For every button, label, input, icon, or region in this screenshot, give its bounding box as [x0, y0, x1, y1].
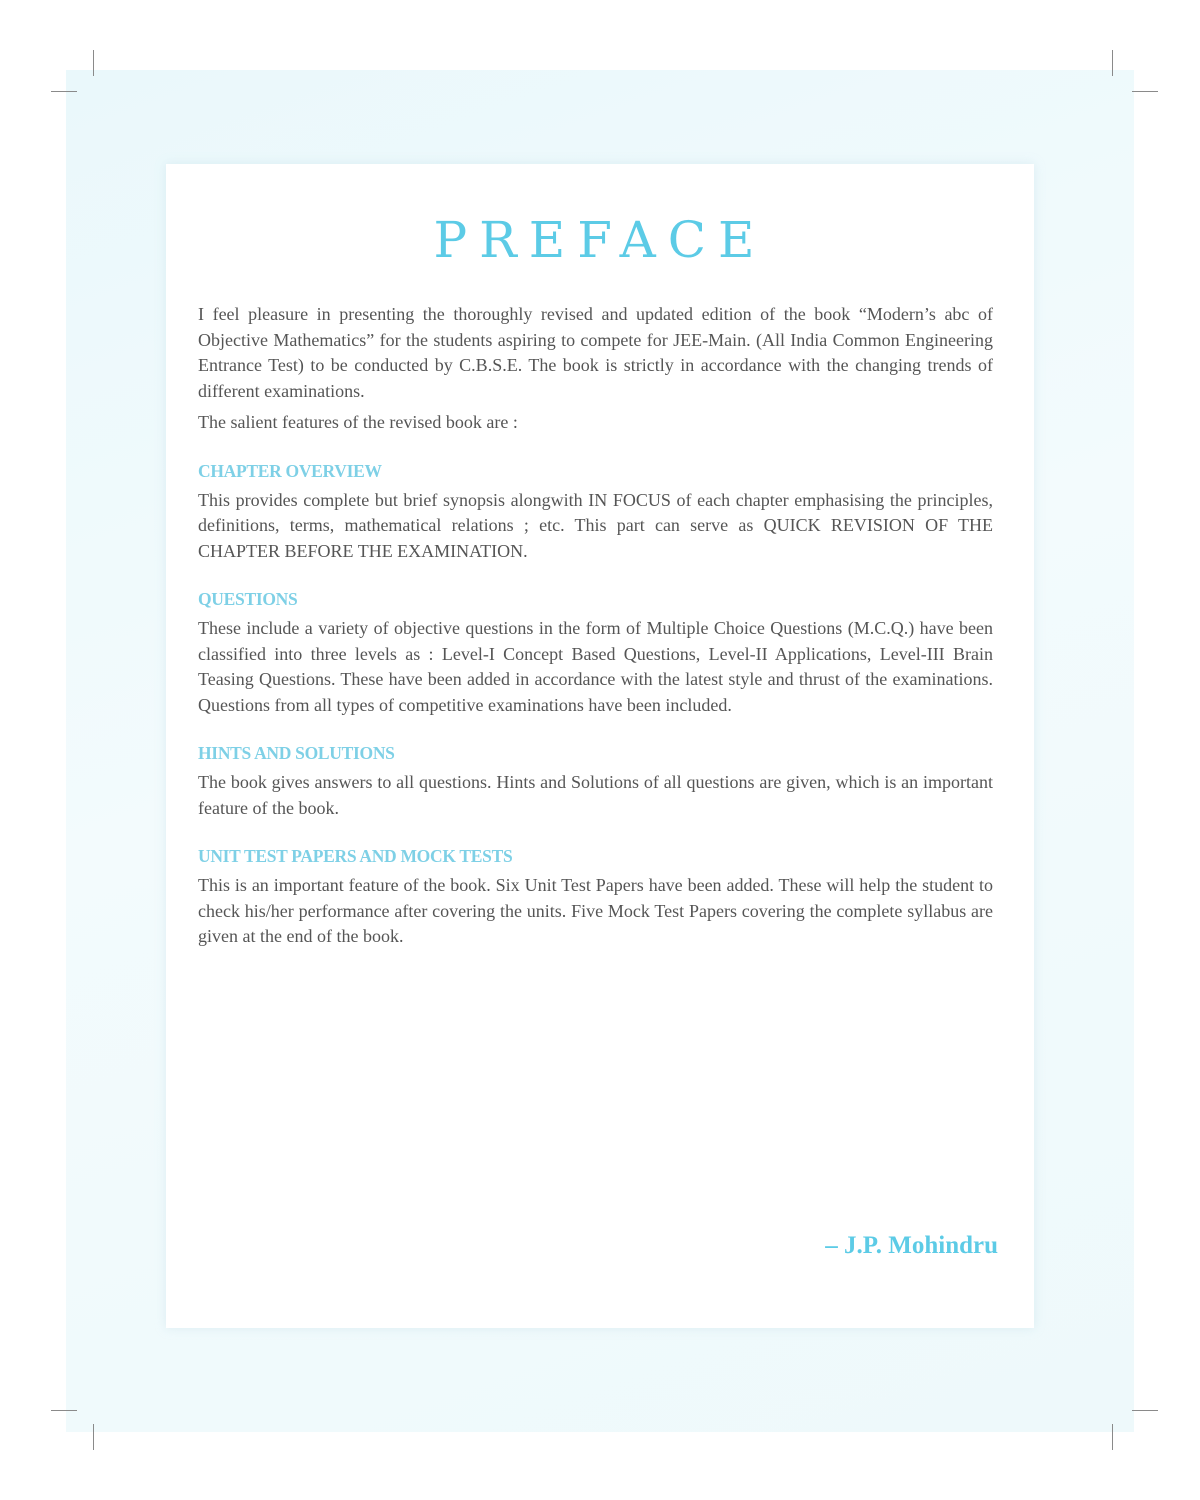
crop-mark-bottom-left-horizontal — [51, 1410, 77, 1411]
crop-mark-bottom-right-horizontal — [1132, 1410, 1158, 1411]
crop-mark-top-left-horizontal — [51, 91, 77, 92]
section-heading-chapter-overview: CHAPTER OVERVIEW — [198, 460, 382, 481]
crop-mark-bottom-left-vertical — [93, 1424, 94, 1450]
crop-mark-bottom-right-vertical — [1112, 1424, 1113, 1450]
section-body-unit-test-papers: This is an important feature of the book. Six Unit Test Papers have been added. These will help the student to check his/her performance after covering the units. Five Mock Test Papers covering the complete syllabus are given at the end of the book. — [198, 875, 993, 946]
section-heading-hints-and-solutions: HINTS AND SOLUTIONS — [198, 743, 395, 763]
section-heading-questions: QUESTIONS — [198, 589, 298, 609]
section-body-chapter-overview: This provides complete but brief synopsis alongwith IN FOCUS of each chapter emphasising the principles, definitions, terms, mathematical relations ; etc. This part can serve as QUICK REVISION OF THE CHAPTER BEFORE THE EXAMINATION. — [198, 489, 993, 561]
crop-mark-top-right-horizontal — [1132, 91, 1158, 92]
page-title: PREFACE — [433, 211, 767, 269]
intro-features-line: The salient features of the revised book are : — [198, 412, 518, 432]
section-body-hints-and-solutions: The book gives answers to all questions. Hints and Solutions of all questions are given, which is an important feature of the book. — [198, 772, 993, 818]
author-signature: – J.P. Mohindru — [825, 1232, 998, 1259]
intro-paragraph: I feel pleasure in presenting the thoroughly revised and updated edition of the book “Modern’s abc of Objective Mathematics” for the students aspiring to compete for JEE-Main. (All India Common Engineering Entrance Test) to be conducted by C.B.S.E. The book is strictly in accordance with the changing trends of different examinations. — [198, 304, 993, 401]
crop-mark-top-left-vertical — [93, 50, 94, 76]
section-heading-unit-test-papers: UNIT TEST PAPERS AND MOCK TESTS — [198, 846, 513, 866]
crop-mark-top-right-vertical — [1112, 50, 1113, 76]
section-body-questions: These include a variety of objective questions in the form of Multiple Choice Questions (M.C.Q.) have been classified into three levels as : Level-I Concept Based Questions, Level-II Applications, Level-III Brain Teasing Questions. These have been added in accordance with the latest style and thrust of the examinations. Questions from all types of competitive examinations have been included. — [198, 618, 993, 715]
preface-body — [198, 302, 993, 956]
